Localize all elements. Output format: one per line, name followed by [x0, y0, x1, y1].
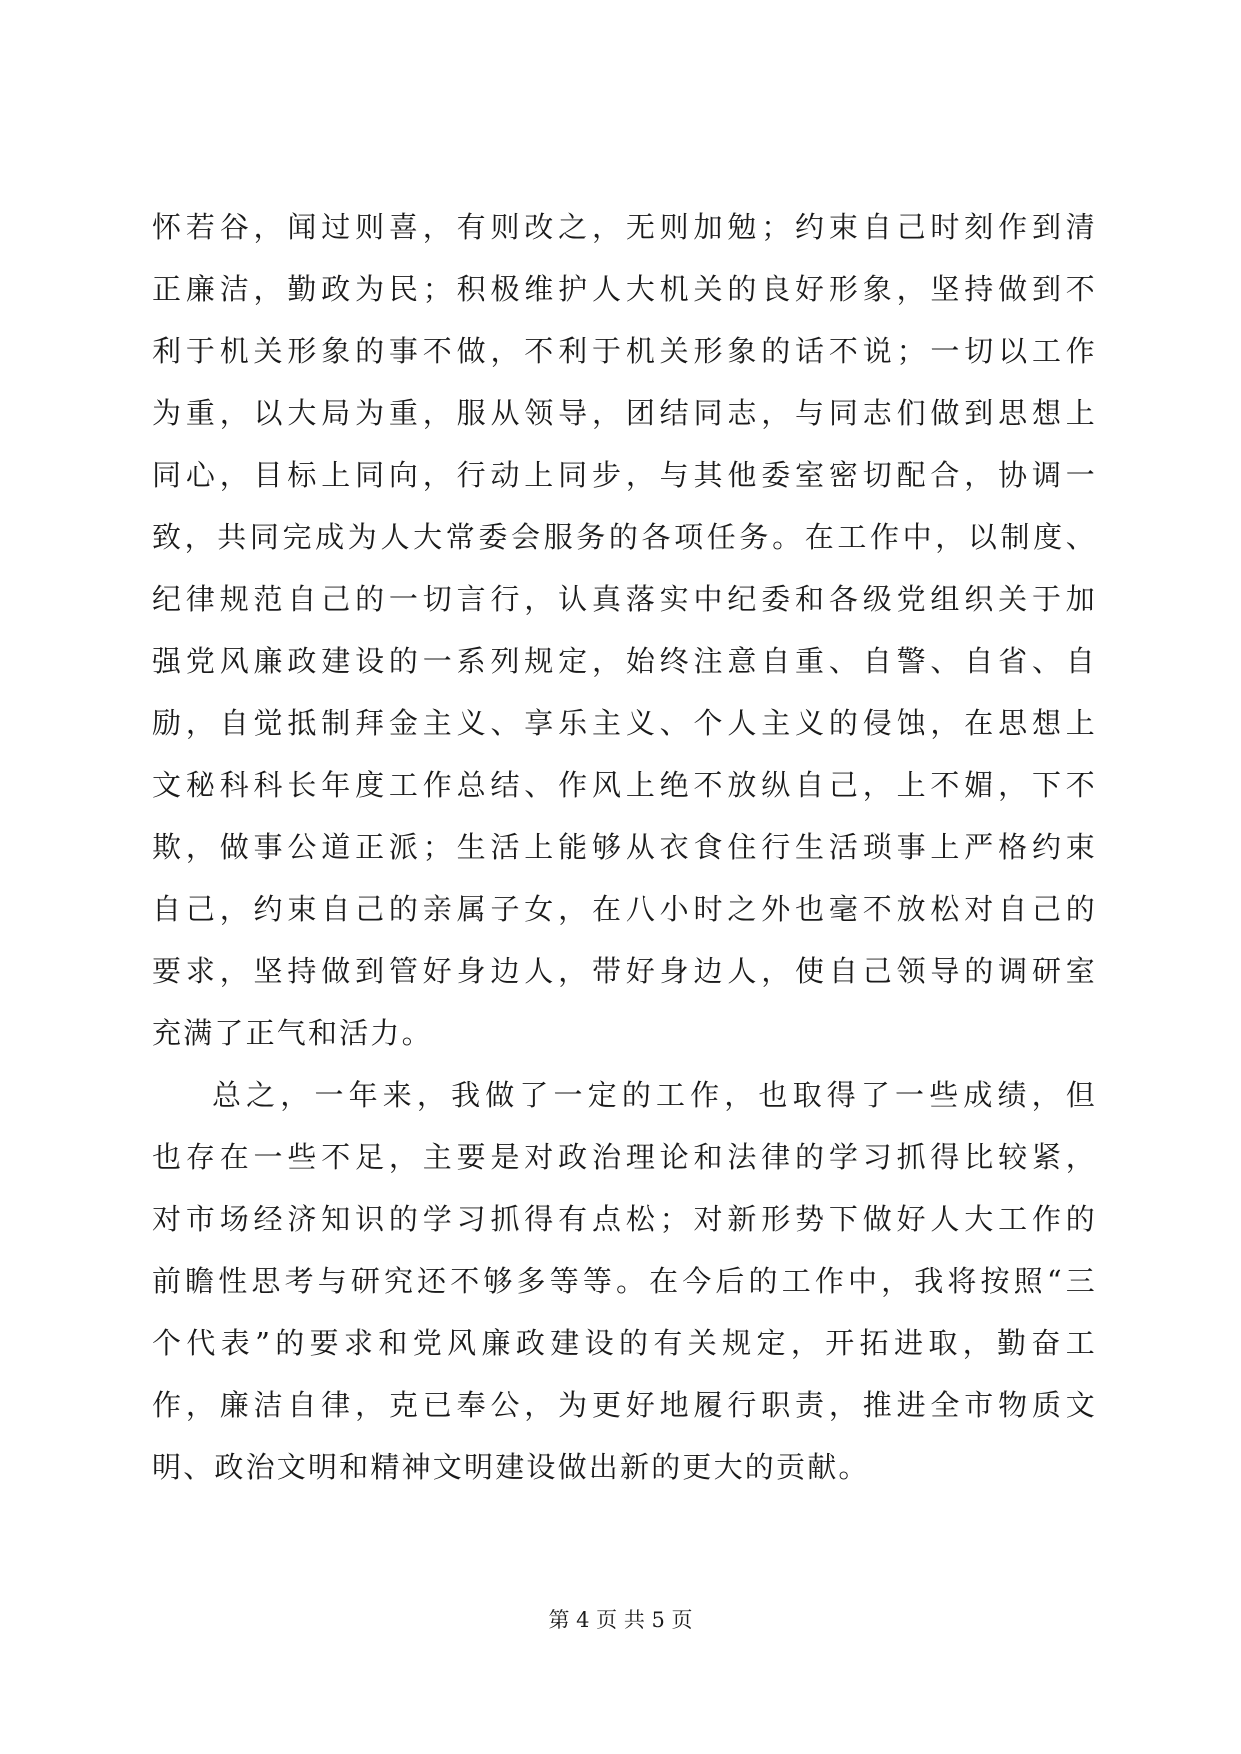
text-line: 也存在一些不足，主要是对政治理论和法律的学习抓得比较紧， — [152, 1140, 1097, 1174]
text-line: 作，廉洁自律，克已奉公，为更好地履行职责，推进全市物质文 — [152, 1388, 1097, 1422]
text-line: 充满了正气和活力。 — [152, 1016, 433, 1050]
text-line: 纪律规范自己的一切言行，认真落实中纪委和各级党组织关于加 — [152, 582, 1097, 616]
text-line: 同心，目标上同向，行动上同步，与其他委室密切配合，协调一 — [152, 458, 1097, 492]
text-line: 为重，以大局为重，服从领导，团结同志，与同志们做到思想上 — [152, 396, 1097, 430]
text-line: 要求，坚持做到管好身边人，带好身边人，使自己领导的调研室 — [152, 954, 1097, 988]
text-line: 自己，约束自己的亲属子女，在八小时之外也毫不放松对自己的 — [152, 892, 1097, 926]
text-line: 对市场经济知识的学习抓得有点松；对新形势下做好人大工作的 — [152, 1202, 1097, 1236]
text-line: 文秘科科长年度工作总结、作风上绝不放纵自己，上不媚，下不 — [152, 768, 1097, 802]
text-line: 前瞻性思考与研究还不够多等等。在今后的工作中，我将按照“三 — [152, 1264, 1097, 1298]
text-line: 正廉洁，勤政为民；积极维护人大机关的良好形象，坚持做到不 — [152, 272, 1097, 306]
text-line: 总之，一年来，我做了一定的工作，也取得了一些成绩，但 — [212, 1078, 1097, 1112]
text-line: 利于机关形象的事不做，不利于机关形象的话不说；一切以工作 — [152, 334, 1097, 368]
text-line: 欺，做事公道正派；生活上能够从衣食住行生活琐事上严格约束 — [152, 830, 1097, 864]
text-line: 强党风廉政建设的一系列规定，始终注意自重、自警、自省、自 — [152, 644, 1097, 678]
text-line: 明、政治文明和精神文明建设做出新的更大的贡献。 — [152, 1450, 870, 1484]
text-line: 致，共同完成为人大常委会服务的各项任务。在工作中，以制度、 — [152, 520, 1097, 554]
page-number-footer: 第 4 页 共 5 页 — [548, 1608, 693, 1632]
text-line: 怀若谷，闻过则喜，有则改之，无则加勉；约束自己时刻作到清 — [152, 210, 1097, 244]
text-line: 个代表”的要求和党风廉政建设的有关规定，开拓进取，勤奋工 — [152, 1326, 1097, 1360]
text-line: 励，自觉抵制拜金主义、享乐主义、个人主义的侵蚀，在思想上 — [152, 706, 1097, 740]
